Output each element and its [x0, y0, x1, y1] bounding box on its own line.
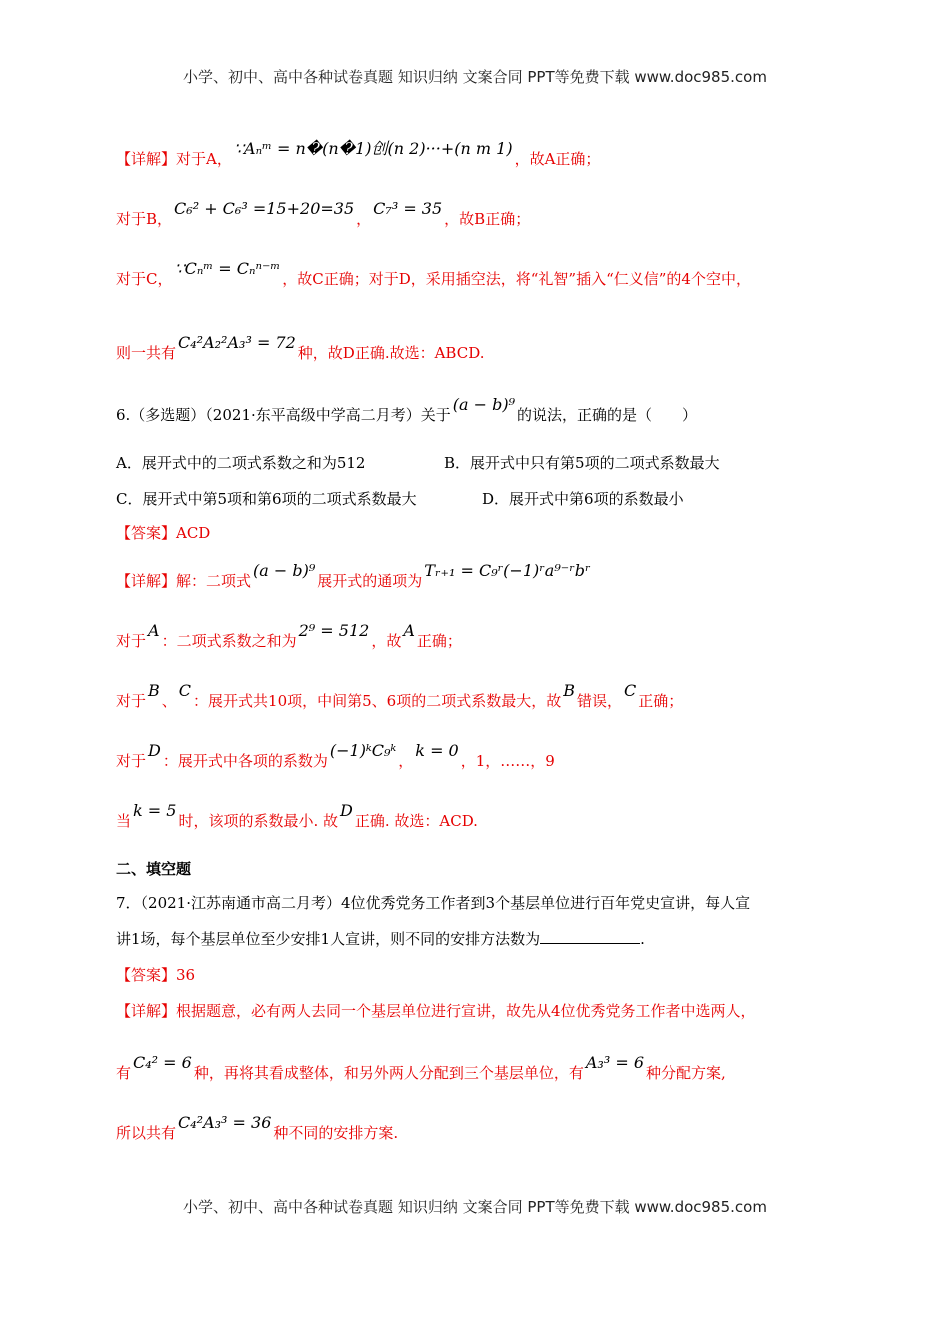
q5-l2-math2: C₇³ = 35	[373, 199, 443, 218]
q5-l1-pre: 【详解】对于A，	[116, 150, 232, 168]
q6-d1-mid: 展开式的通项为	[317, 572, 423, 590]
q6-d4-post: ，1，……，9	[460, 752, 555, 770]
q6-detail-1	[116, 561, 593, 592]
q6-d2-mid: ：二项式系数之和为	[161, 632, 297, 650]
q6-d3-post: 正确；	[638, 692, 684, 710]
q6-d5-m2: D	[340, 801, 353, 820]
q6-d1-math1: (a − b)⁹	[253, 561, 316, 580]
q6-d3-mid: ：展开式共10项，中间第5、6项的二项式系数最大，故	[193, 692, 562, 710]
q7-stem2-post: .	[640, 930, 645, 948]
q6-detail-4	[116, 741, 555, 772]
q6-option-d: D．展开式中第6项的系数最小	[482, 490, 684, 508]
q6-d1-math2: Tᵣ₊₁ = C₉ʳ(−1)ʳa⁹⁻ʳbʳ	[424, 561, 591, 580]
q6-d3-m4: C	[624, 681, 637, 700]
q6-d4-m1: D	[148, 741, 161, 760]
q7-answer: 【答案】36	[116, 966, 196, 984]
q6-d4-m3: k = 0	[415, 741, 459, 760]
q7-d2-mid: 种，再将其看成整体，和另外两人分配到三个基层单位，有	[193, 1064, 584, 1082]
q6-d2-m3: A	[403, 621, 415, 640]
q5-l2-math1: C₆² + C₆³ =15+20=35	[174, 199, 355, 218]
section-title: 二、填空题	[116, 860, 192, 878]
q6-d3-m2: C	[178, 681, 192, 700]
q6-stem-post: 的说法，正确的是（ ）	[517, 406, 698, 424]
q5-l1-post: ，故A正确；	[514, 150, 601, 168]
q7-detail-3	[116, 1113, 399, 1144]
q6-d5-m1: k = 5	[133, 801, 177, 820]
q6-d1-pre: 【详解】解：二项式	[116, 572, 252, 590]
q6-option-c: C．展开式中第5项和第6项的二项式系数最大	[116, 490, 417, 508]
q7-d2-pre: 有	[116, 1064, 132, 1082]
q5-l2-post: ，故B正确；	[444, 210, 531, 228]
q7-stem-1: 7．（2021·江苏南通市高二月考）4位优秀党务工作者到3个基层单位进行百年党史宣讲，每人宣	[116, 894, 751, 912]
q5-line-4	[116, 333, 485, 364]
q5-line-2	[116, 199, 531, 230]
q6-detail-2	[116, 621, 462, 652]
q5-l1-math: ∵Aₙᵐ = n�(n�1)创(n 2)···+(n m 1)	[233, 139, 513, 158]
q5-l3-post: ，故C正确；对于D，采用插空法，将“礼智”插入“仁义信”的4个空中，	[282, 270, 751, 288]
q6-d4-m2: (−1)ᵏC₉ᵏ	[329, 741, 397, 760]
q6-d2-m2: 2⁹ = 512	[298, 621, 370, 640]
q7-d3-post: 种不同的安排方案.	[273, 1124, 399, 1142]
q6-stem-math: (a − b)⁹	[452, 395, 516, 414]
q5-l4-pre: 则一共有	[116, 344, 177, 362]
q7-d2-m2: A₃³ = 6	[585, 1053, 644, 1072]
q5-line-1	[116, 139, 601, 170]
q6-d5-post: 正确. 故选：ACD.	[354, 812, 478, 830]
page-footer: 小学、初中、高中各种试卷真题 知识归纳 文案合同 PPT等免费下载 www.doc985.com	[183, 1198, 767, 1216]
q6-d4-mid: ：展开式中各项的系数为	[162, 752, 328, 770]
q6-d5-pre: 当	[116, 812, 132, 830]
q6-d2-post1: ，故	[371, 632, 402, 650]
q5-l4-post: 种，故D正确.故选：ABCD.	[297, 344, 485, 362]
q5-l3-pre: 对于C，	[116, 270, 173, 288]
q6-d3-m1: B	[148, 681, 160, 700]
q5-l2-mid: ，	[356, 210, 372, 228]
q6-option-b: B．展开式中只有第5项的二项式系数最大	[444, 454, 720, 472]
q5-l3-math: ∵Cₙᵐ = Cₙⁿ⁻ᵐ	[174, 259, 281, 278]
q6-d3-mid2: 错误，	[577, 692, 623, 710]
q6-detail-3	[116, 681, 684, 712]
q6-stem-pre: 6.（多选题）（2021·东平高级中学高二月考）关于	[116, 406, 451, 424]
q6-detail-5	[116, 801, 478, 832]
q5-l2-pre: 对于B，	[116, 210, 173, 228]
q7-detail-1: 【详解】根据题意，必有两人去同一个基层单位进行宣讲，故先从4位优秀党务工作者中选两人，	[116, 1002, 756, 1020]
q7-stem-2	[116, 928, 645, 950]
q6-option-a: A．展开式中的二项式系数之和为512	[116, 454, 366, 472]
q6-d5-mid: 时，该项的系数最小. 故	[178, 812, 339, 830]
q6-d4-pre: 对于	[116, 752, 147, 770]
q6-d3-sep: 、	[161, 692, 177, 710]
q7-stem2-pre: 讲1场，每个基层单位至少安排1人宣讲，则不同的安排方法数为	[116, 930, 541, 948]
q6-d3-pre: 对于	[116, 692, 147, 710]
q7-d2-m1: C₄² = 6	[133, 1053, 192, 1072]
q7-d2-post: 种分配方案,	[646, 1064, 726, 1082]
q7-detail-2	[116, 1053, 726, 1084]
q7-d3-pre: 所以共有	[116, 1124, 177, 1142]
q6-d2-post2: 正确；	[416, 632, 462, 650]
q6-stem	[116, 395, 698, 426]
q6-d2-pre: 对于	[116, 632, 147, 650]
q6-answer: 【答案】ACD	[116, 524, 211, 542]
page-header: 小学、初中、高中各种试卷真题 知识归纳 文案合同 PPT等免费下载 www.doc985.com	[183, 68, 767, 86]
answer-blank	[540, 929, 640, 944]
q6-d3-m3: B	[563, 681, 575, 700]
q5-line-3	[116, 259, 751, 290]
q5-l4-math: C₄²A₂²A₃³ = 72	[178, 333, 296, 352]
q6-d4-sep: ，	[398, 752, 414, 770]
q7-d3-m1: C₄²A₃³ = 36	[178, 1113, 272, 1132]
q6-d2-m1: A	[148, 621, 160, 640]
